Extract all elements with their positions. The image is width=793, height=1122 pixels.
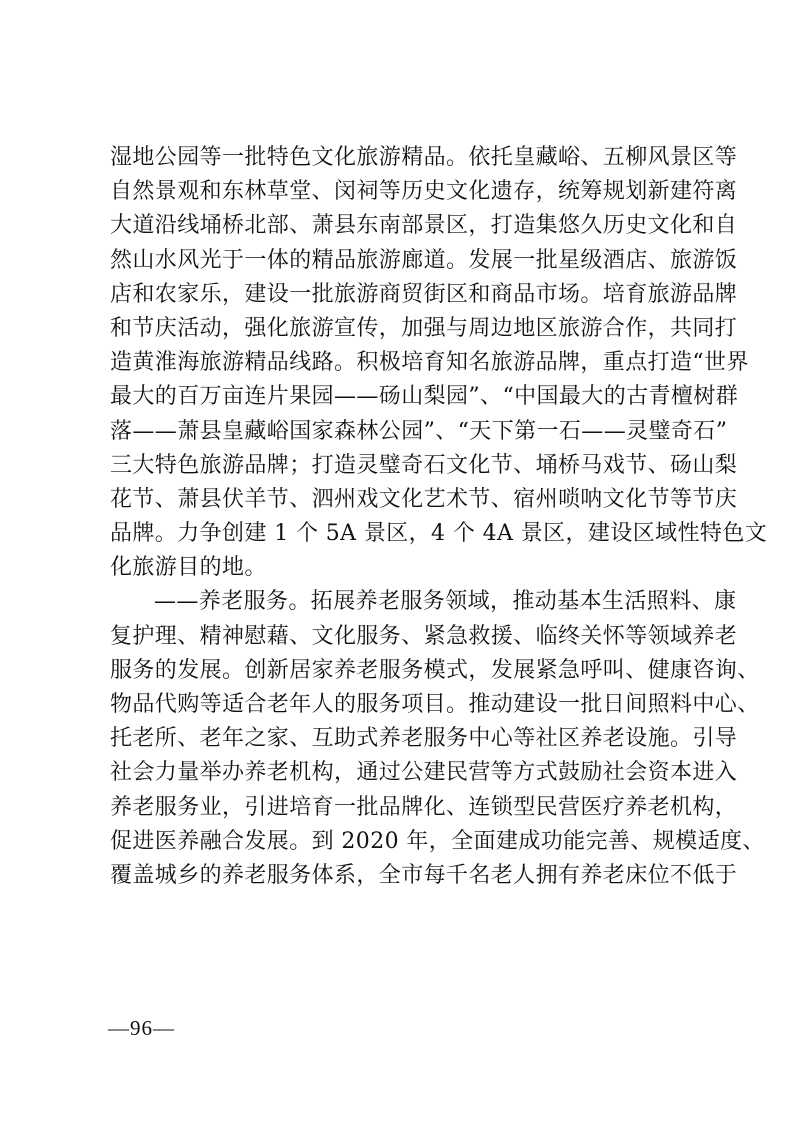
text-line: 大道沿线埇桥北部、萧县东南部景区，打造集悠久历史文化和自 (110, 213, 738, 239)
text-line: 覆盖城乡的养老服务体系，全市每千名老人拥有养老床位不低于 (110, 862, 738, 888)
text-line: 花节、萧县伏羊节、泗州戏文化艺术节、宿州唢呐文化节等节庆 (110, 486, 738, 512)
text-line: 社会力量举办养老机构，通过公建民营等方式鼓励社会资本进入 (110, 760, 738, 786)
text-line: 养老服务业，引进培育一批品牌化、连锁型民营医疗养老机构， (110, 794, 738, 820)
body-text (110, 141, 768, 893)
text-line: 湿地公园等一批特色文化旅游精品。依托皇藏峪、五柳风景区等 (110, 145, 738, 170)
paragraph-elderly-care (110, 585, 765, 893)
paragraph-tourism (110, 141, 768, 585)
text-line: 服务的发展。创新居家养老服务模式，发展紧急呼叫、健康咨询、 (110, 657, 760, 683)
text-line: 店和农家乐，建设一批旅游商贸街区和商品市场。培育旅游品牌 (110, 281, 738, 307)
text-line: 复护理、精神慰藉、文化服务、紧急救援、临终关怀等领域养老 (110, 623, 738, 649)
text-line: 造黄淮海旅游精品线路。积极培育知名旅游品牌，重点打造“世界 (110, 350, 749, 376)
text-line: ——养老服务。拓展养老服务领域，推动基本生活照料、康 (154, 589, 737, 615)
text-line: 自然景观和东林草堂、闵祠等历史文化遗存，统筹规划新建符离 (110, 179, 738, 205)
text-line: 和节庆活动，强化旅游宣传，加强与周边地区旅游合作，共同打 (110, 315, 738, 341)
text-line: 然山水风光于一体的精品旅游廊道。发展一批星级酒店、旅游饭 (110, 247, 738, 273)
text-line: 落——萧县皇藏峪国家森林公园”、“天下第一石——灵璧奇石” (110, 418, 728, 444)
text-line: 最大的百万亩连片果园——砀山梨园”、“中国最大的古青檀树群 (110, 384, 739, 410)
text-line: 化旅游目的地。 (110, 555, 267, 581)
page-number: —96— (108, 1016, 175, 1040)
text-line: 物品代购等适合老年人的服务项目。推动建设一批日间照料中心、 (110, 692, 760, 717)
text-line: 促进医养融合发展。到 2020 年，全面建成功能完善、规模适度、 (110, 828, 765, 854)
text-line: 品牌。力争创建 1 个 5A 景区，4 个 4A 景区，建设区域性特色文 (110, 521, 768, 547)
text-line: 三大特色旅游品牌；打造灵璧奇石文化节、埇桥马戏节、砀山梨 (110, 452, 738, 478)
text-line: 托老所、老年之家、互助式养老服务中心等社区养老设施。引导 (110, 726, 738, 752)
